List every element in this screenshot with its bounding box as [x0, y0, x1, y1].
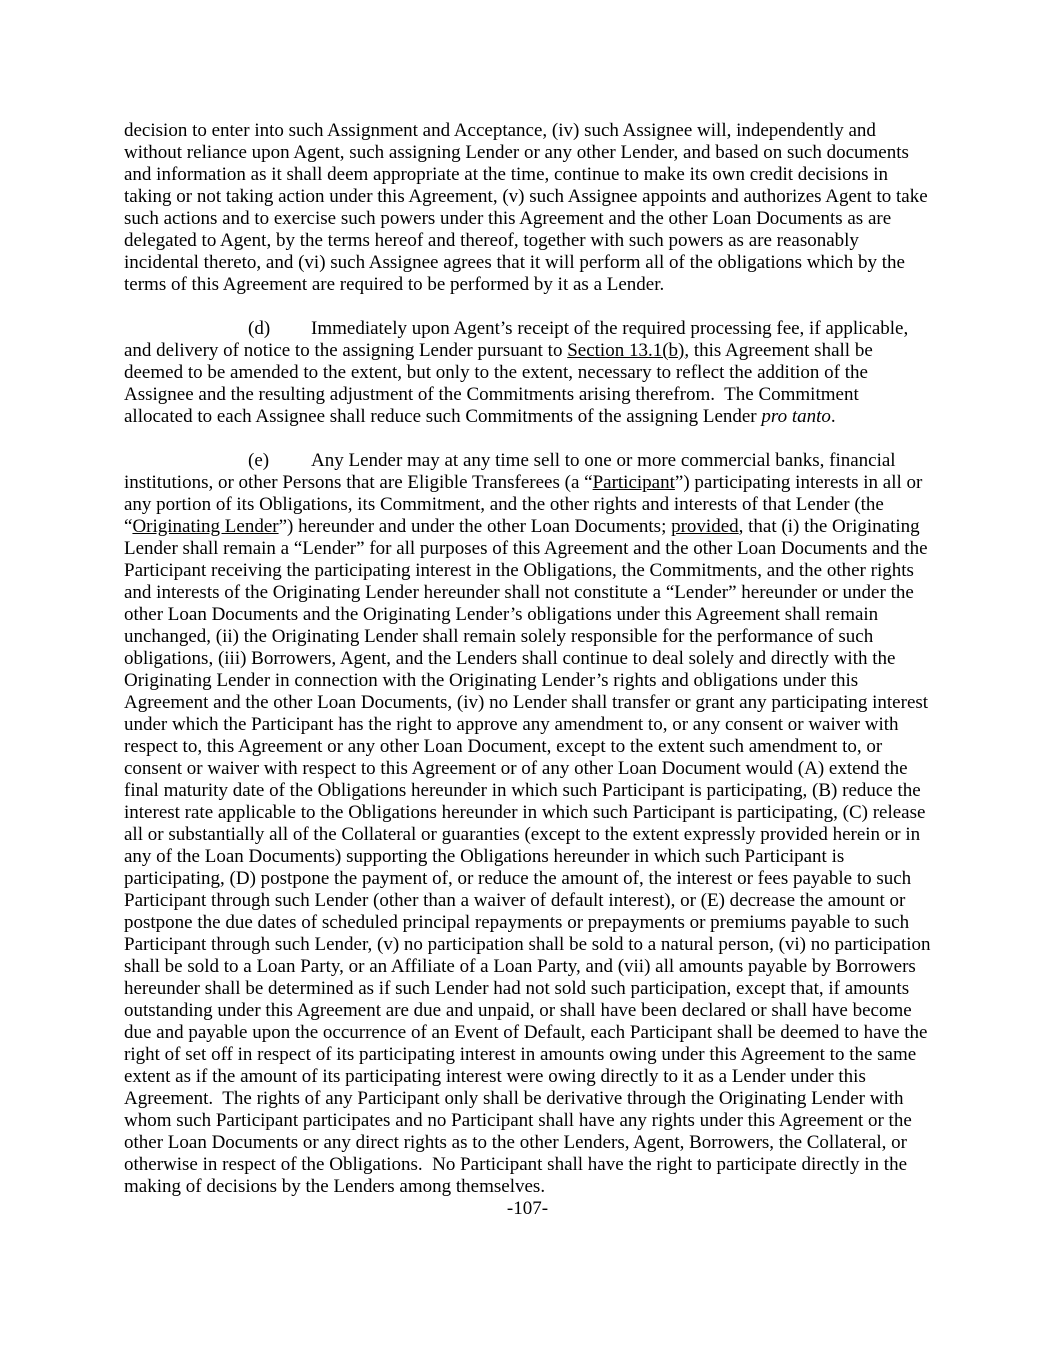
text-run: , that (i) the Originating Lender shall remain a “Lender” for all purposes of this Agreement and the other Loan Documents and the Participant receiving the participating interest in the Obligations, the Commitments, and the other rights and interests of the Originating Lender hereunder shall not constitute a “Lender” hereunder or under the other Loan Documents and the Originating Lender’s obligations under this Agreement shall remain unchanged, (ii) the Originating Lender shall remain solely responsible for the performance of such obligations, (iii) Borrowers, Agent, and the Lenders shall continue to deal solely and directly with the Originating Lender in connection with the Originating Lender’s rights and obligations under this Agreement and the other Loan Documents, (iv) no Lender shall transfer or grant any participating interest under which the Participant has the right to approve any amendment to, or any consent or waiver with respect to, this Agreement or any other Loan Document, except to the extent such amendment to, or consent or waiver with respect to this Agreement or of any other Loan Document would (A) extend the final maturity date of the Obligations hereunder in which such Participant is participating, (B) reduce the interest rate applicable to the Obligations hereunder in which such Participant is participating, (C) release all or substantially all of the Collateral or guaranties (except to the extent expressly provided herein or in any of the Loan Documents) supporting the Obligations hereunder in which such Participant is participating, (D) postpone the payment of, or reduce the amount of, the interest or fees payable to such Participant through such Lender (other than a waiver of default interest), or (E) decrease the amount or postpone the due dates of scheduled principal repayments or prepayments or premiums payable to such Participant through such Lender, (v) no participation shall be sold to a natural person, (vi) no participation shall be sold to a Loan Party, or an Affiliate of a Loan Party, and (vii) all amounts payable by Borrowers hereunder shall be determined as if such Lender had not sold such participation, except that, if amounts outstanding under this Agreement are due and unpaid, or shall have been declared or shall have become due and payable upon the occurrence of an Event of Default, each Participant shall be deemed to have the right of set off in respect of its participating interest in amounts owing under this Agreement to the same extent as if the amount of its participating interest were owing directly to it as a Lender under this Agreement. The rights of any Participant only shall be derivative through the Originating Lender with whom such Participant participates and no Participant shall have any rights under this Agreement or the other Loan Documents or any direct rights as to the other Lenders, Agent, Borrowers, the Collateral, or otherwise in respect of the Obligations. No Participant shall have the right to participate directly in the making of decisions by the Lenders among themselves.: [124, 516, 936, 1197]
paragraph: [124, 450, 936, 1198]
text-run: Section 13.1(b): [567, 340, 685, 361]
text-run: ”) participating interests in all or any portion of its Obligations, its Commitment, and the other rights and interests of that Lender (the “: [124, 472, 928, 537]
paragraph-label: (e): [248, 450, 270, 471]
document-body: [124, 120, 936, 1220]
text-run: provided: [671, 516, 739, 537]
text-run: decision to enter into such Assignment and Acceptance, (iv) such Assignee will, independently and without reliance upon Agent, such assigning Lender or any other Lender, and based on such documents and information as it shall deem appropriate at the time, continue to make its own credit decisions in taking or not taking action under this Agreement, (v) such Assignee appoints and authorizes Agent to take such actions and to exercise such powers under this Agreement and the other Loan Documents as are delegated to Agent, by the terms hereof and thereof, together with such powers as are reasonably incidental thereto, and (vi) such Assignee agrees that it will perform all of the obligations which by the terms of this Agreement are required to be performed by it as a Lender.: [124, 120, 933, 295]
text-run: ”) hereunder and under the other Loan Documents;: [278, 516, 672, 537]
text-run: .: [830, 406, 836, 427]
page-number: -107-: [506, 1198, 549, 1219]
paragraph: [124, 318, 931, 428]
text-run: Participant: [592, 472, 675, 493]
paragraph: [124, 120, 931, 296]
text-run: Any Lender may at any time sell to one or more commercial banks, financial institutions, or other Persons that are Eligible Transferees (a “: [124, 450, 901, 493]
paragraph-label: (d): [248, 318, 271, 339]
text-run: Immediately upon Agent’s receipt of the required processing fee, if applicable, and delivery of notice to the assigning Lender pursuant to: [124, 318, 913, 361]
text-run: Originating Lender: [132, 516, 279, 537]
text-run: , this Agreement shall be deemed to be amended to the extent, but only to the extent, necessary to reflect the addition of the Assignee and the resulting adjustment of the Commitments arising therefrom. The Commitment allocated to each Assignee shall reduce such Commitments of the assigning Lender: [124, 340, 878, 427]
text-run: pro tanto: [761, 406, 831, 427]
